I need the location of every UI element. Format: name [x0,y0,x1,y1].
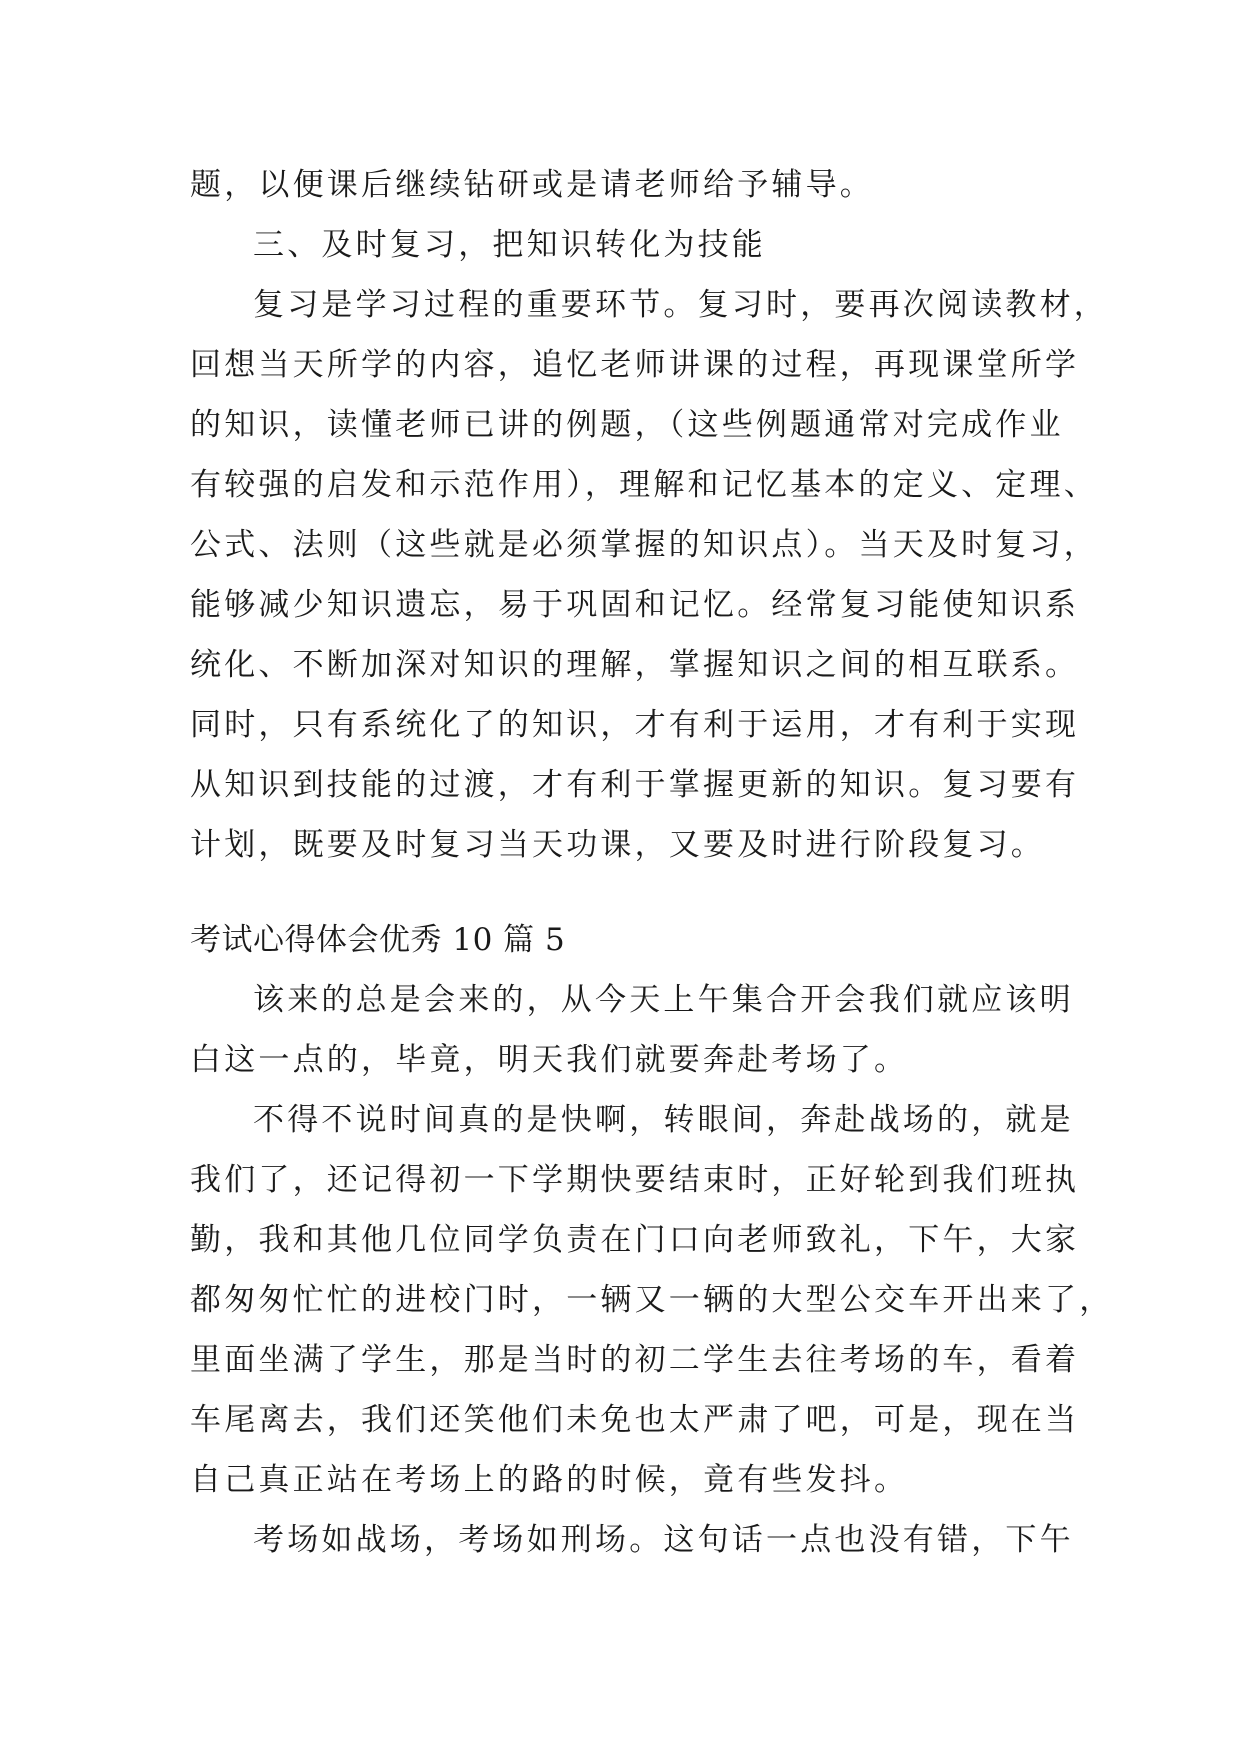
text-line: 计划，既要及时复习当天功课，又要及时进行阶段复习。 [190,827,1045,863]
text-line: 同时，只有系统化了的知识，才有利于运用，才有利于实现 [190,707,1080,743]
text-line: 勤，我和其他几位同学负责在门口向老师致礼，下午，大家 [190,1222,1080,1258]
text-line: 题，以便课后继续钻研或是请老师给予辅导。 [190,167,874,203]
text-line: 有较强的启发和示范作用），理解和记忆基本的定义、定理、 [190,467,1098,503]
text-line: 统化、不断加深对知识的理解，掌握知识之间的相互联系。 [190,647,1080,683]
text-line: 自己真正站在考场上的路的时候，竟有些发抖。 [190,1462,909,1498]
text-line: 复习是学习过程的重要环节。复习时，要再次阅读教材， [253,287,1108,323]
text-line: 白这一点的，毕竟，明天我们就要奔赴考场了。 [190,1042,909,1078]
text-line: 的知识，读懂老师已讲的例题，（这些例题通常对完成作业 [190,407,1064,443]
text-line: 回想当天所学的内容，追忆老师讲课的过程，再现课堂所学 [190,347,1080,383]
text-line: 公式、法则（这些就是必须掌握的知识点）。当天及时复习， [190,527,1098,563]
subheading: 三、及时复习，把知识转化为技能 [253,227,766,263]
text-line: 不得不说时间真的是快啊，转眼间，奔赴战场的，就是 [253,1102,1074,1138]
text-line: 里面坐满了学生，那是当时的初二学生去往考场的车，看着 [190,1342,1080,1378]
section-title: 考试心得体会优秀 10 篇 5 [190,922,566,958]
text-line: 考场如战场，考场如刑场。这句话一点也没有错，下午 [253,1522,1074,1558]
text-line: 车尾离去，我们还笑他们未免也太严肃了吧，可是，现在当 [190,1402,1080,1438]
text-line: 从知识到技能的过渡，才有利于掌握更新的知识。复习要有 [190,767,1080,803]
text-line: 该来的总是会来的，从今天上午集合开会我们就应该明 [253,982,1074,1018]
text-line: 我们了，还记得初一下学期快要结束时，正好轮到我们班执 [190,1162,1080,1198]
text-line: 能够减少知识遗忘，易于巩固和记忆。经常复习能使知识系 [190,587,1080,623]
text-line: 都匆匆忙忙的进校门时，一辆又一辆的大型公交车开出来了， [190,1282,1114,1318]
